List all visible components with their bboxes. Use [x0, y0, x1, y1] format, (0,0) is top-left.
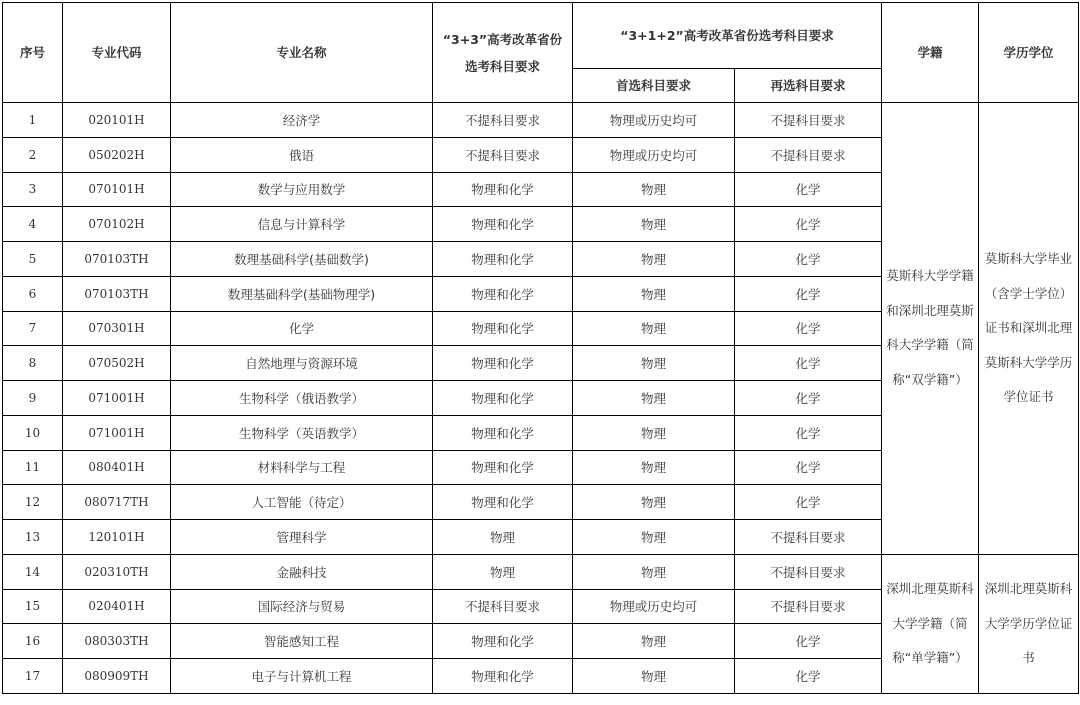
cell-first-subject: 物理 [573, 485, 735, 520]
header-seq: 序号 [3, 3, 63, 103]
cell-req-33: 不提科目要求 [433, 103, 573, 138]
cell-name: 电子与计算机工程 [171, 659, 433, 694]
cell-req-33: 物理和化学 [433, 311, 573, 346]
cell-seq: 14 [3, 554, 63, 589]
cell-code: 050202H [63, 137, 171, 172]
cell-seq: 5 [3, 242, 63, 277]
cell-code: 071001H [63, 415, 171, 450]
cell-first-subject: 物理 [573, 624, 735, 659]
cell-seq: 9 [3, 381, 63, 416]
cell-req-33: 物理和化学 [433, 485, 573, 520]
cell-req-33: 物理和化学 [433, 346, 573, 381]
cell-first-subject: 物理 [573, 520, 735, 555]
cell-req-33: 物理和化学 [433, 276, 573, 311]
cell-first-subject: 物理 [573, 311, 735, 346]
cell-second-subject: 化学 [735, 172, 882, 207]
cell-code: 080401H [63, 450, 171, 485]
cell-seq: 15 [3, 589, 63, 624]
cell-seq: 16 [3, 624, 63, 659]
cell-second-subject: 化学 [735, 207, 882, 242]
cell-seq: 17 [3, 659, 63, 694]
cell-name: 材料科学与工程 [171, 450, 433, 485]
cell-first-subject: 物理 [573, 554, 735, 589]
cell-second-subject: 化学 [735, 624, 882, 659]
cell-name: 生物科学（英语教学） [171, 415, 433, 450]
cell-code: 080303TH [63, 624, 171, 659]
cell-seq: 10 [3, 415, 63, 450]
cell-req-33: 物理和化学 [433, 659, 573, 694]
cell-degree-single: 深圳北理莫斯科大学学历学位证书 [979, 554, 1079, 693]
cell-enrollment-single: 深圳北理莫斯科大学学籍（简称“单学籍”） [882, 554, 979, 693]
header-degree: 学历学位 [979, 3, 1079, 103]
cell-name: 数学与应用数学 [171, 172, 433, 207]
cell-second-subject: 化学 [735, 242, 882, 277]
cell-code: 070301H [63, 311, 171, 346]
cell-req-33: 物理和化学 [433, 172, 573, 207]
cell-first-subject: 物理或历史均可 [573, 589, 735, 624]
cell-seq: 4 [3, 207, 63, 242]
cell-first-subject: 物理 [573, 346, 735, 381]
cell-seq: 8 [3, 346, 63, 381]
cell-enrollment-dual: 莫斯科大学学籍和深圳北理莫斯科大学学籍（简称“双学籍”） [882, 103, 979, 555]
header-code: 专业代码 [63, 3, 171, 103]
cell-first-subject: 物理或历史均可 [573, 103, 735, 138]
cell-name: 经济学 [171, 103, 433, 138]
cell-seq: 7 [3, 311, 63, 346]
cell-name: 管理科学 [171, 520, 433, 555]
table-row [3, 554, 1079, 589]
cell-second-subject: 化学 [735, 485, 882, 520]
cell-req-33: 物理 [433, 520, 573, 555]
table-body [3, 103, 1079, 694]
cell-code: 020401H [63, 589, 171, 624]
cell-code: 080717TH [63, 485, 171, 520]
cell-seq: 11 [3, 450, 63, 485]
cell-second-subject: 化学 [735, 450, 882, 485]
cell-second-subject: 不提科目要求 [735, 520, 882, 555]
cell-code: 070102H [63, 207, 171, 242]
cell-first-subject: 物理 [573, 659, 735, 694]
cell-code: 020101H [63, 103, 171, 138]
cell-req-33: 物理 [433, 554, 573, 589]
cell-first-subject: 物理 [573, 242, 735, 277]
cell-code: 070101H [63, 172, 171, 207]
table-header [3, 3, 1079, 103]
cell-name: 数理基础科学(基础物理学) [171, 276, 433, 311]
cell-seq: 1 [3, 103, 63, 138]
cell-second-subject: 化学 [735, 311, 882, 346]
cell-first-subject: 物理 [573, 450, 735, 485]
cell-second-subject: 化学 [735, 659, 882, 694]
cell-name: 生物科学（俄语教学） [171, 381, 433, 416]
majors-table [2, 2, 1079, 694]
cell-req-33: 物理和化学 [433, 242, 573, 277]
cell-first-subject: 物理 [573, 172, 735, 207]
cell-second-subject: 不提科目要求 [735, 589, 882, 624]
cell-name: 信息与计算科学 [171, 207, 433, 242]
cell-code: 080909TH [63, 659, 171, 694]
cell-req-33: 物理和化学 [433, 415, 573, 450]
cell-first-subject: 物理 [573, 381, 735, 416]
cell-first-subject: 物理 [573, 207, 735, 242]
cell-name: 国际经济与贸易 [171, 589, 433, 624]
cell-second-subject: 化学 [735, 381, 882, 416]
cell-req-33: 不提科目要求 [433, 589, 573, 624]
header-name: 专业名称 [171, 3, 433, 103]
cell-code: 070103TH [63, 276, 171, 311]
header-req-312: “3+1+2”高考改革省份选考科目要求 [573, 3, 882, 69]
cell-req-33: 物理和化学 [433, 624, 573, 659]
cell-second-subject: 化学 [735, 276, 882, 311]
cell-seq: 13 [3, 520, 63, 555]
cell-second-subject: 不提科目要求 [735, 137, 882, 172]
cell-req-33: 不提科目要求 [433, 137, 573, 172]
cell-req-33: 物理和化学 [433, 207, 573, 242]
cell-name: 数理基础科学(基础数学) [171, 242, 433, 277]
header-req-312-second: 再选科目要求 [735, 69, 882, 103]
cell-name: 自然地理与资源环境 [171, 346, 433, 381]
cell-code: 120101H [63, 520, 171, 555]
cell-seq: 12 [3, 485, 63, 520]
cell-second-subject: 不提科目要求 [735, 103, 882, 138]
header-req-312-first: 首选科目要求 [573, 69, 735, 103]
cell-name: 金融科技 [171, 554, 433, 589]
cell-seq: 6 [3, 276, 63, 311]
cell-second-subject: 化学 [735, 415, 882, 450]
header-req-33: “3+3”高考改革省份选考科目要求 [433, 3, 573, 103]
cell-seq: 3 [3, 172, 63, 207]
cell-second-subject: 化学 [735, 346, 882, 381]
header-enrollment: 学籍 [882, 3, 979, 103]
cell-code: 070502H [63, 346, 171, 381]
cell-degree-dual: 莫斯科大学毕业（含学士学位）证书和深圳北理莫斯科大学学历学位证书 [979, 103, 1079, 555]
cell-name: 俄语 [171, 137, 433, 172]
cell-req-33: 物理和化学 [433, 381, 573, 416]
cell-first-subject: 物理或历史均可 [573, 137, 735, 172]
cell-req-33: 物理和化学 [433, 450, 573, 485]
cell-first-subject: 物理 [573, 415, 735, 450]
cell-code: 070103TH [63, 242, 171, 277]
cell-name: 人工智能（待定） [171, 485, 433, 520]
cell-second-subject: 不提科目要求 [735, 554, 882, 589]
cell-code: 071001H [63, 381, 171, 416]
cell-seq: 2 [3, 137, 63, 172]
cell-name: 化学 [171, 311, 433, 346]
cell-name: 智能感知工程 [171, 624, 433, 659]
cell-first-subject: 物理 [573, 276, 735, 311]
cell-code: 020310TH [63, 554, 171, 589]
table-row [3, 103, 1079, 138]
